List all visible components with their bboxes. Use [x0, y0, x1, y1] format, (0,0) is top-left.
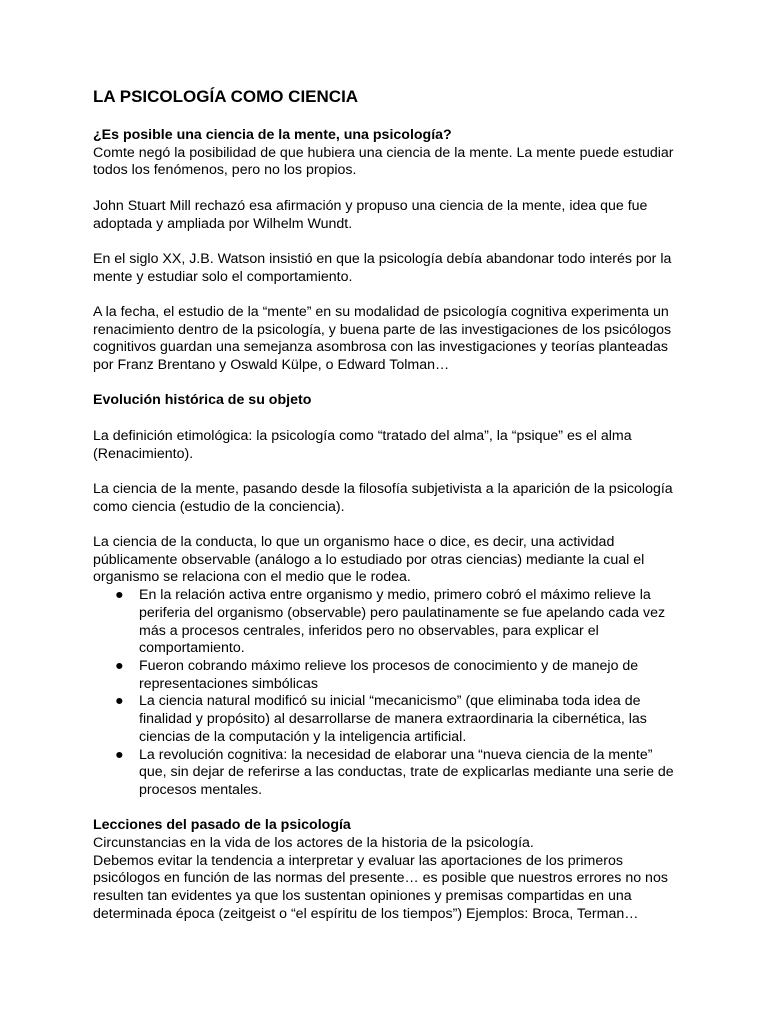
paragraph-gap: [93, 180, 688, 198]
paragraph-gap: [93, 233, 688, 251]
paragraph-gap: [93, 410, 688, 428]
list-item: [115, 746, 688, 800]
paragraph-gap: [93, 463, 688, 481]
paragraph-line: Debemos evitar la tendencia a interpretar y evaluar las aportaciones de los primeros: [93, 852, 623, 869]
paragraph-line: En el siglo XX, J.B. Watson insistió en que la psicología debía abandonar todo interés por la: [93, 250, 672, 267]
list-item-line: La revolución cognitiva: la necesidad de elaborar una “nueva ciencia de la mente”: [139, 746, 653, 763]
paragraph-line: como ciencia (estudio de la conciencia).: [93, 498, 345, 515]
list-item-line: En la relación activa entre organismo y medio, primero cobró el máximo relieve la: [139, 587, 651, 604]
paragraph-line: mente y estudiar solo el comportamiento.: [93, 268, 353, 285]
list-item-line: finalidad y propósito) al desarrollarse de manera extraordinaria la cibernética, las: [139, 711, 647, 728]
paragraph-line: todos los fenómenos, pero no los propios.: [93, 162, 357, 179]
paragraph-line: por Franz Brentano y Oswald Külpe, o Edward Tolman…: [93, 357, 450, 374]
paragraph-line: renacimiento dentro de la psicología, y buena parte de las investigaciones de los psicólogos: [93, 321, 672, 338]
paragraph-line: La definición etimológica: la psicología como “tratado del alma”, la “psique” es el alma: [93, 427, 632, 444]
paragraph-line: A la fecha, el estudio de la “mente” en su modalidad de psicología cognitiva experimenta un: [93, 303, 669, 320]
paragraph-line: La ciencia de la mente, pasando desde la filosofía subjetivista a la aparición de la psicología: [93, 480, 673, 497]
section-gap: [93, 800, 688, 818]
list-item: [115, 657, 688, 693]
bullet-icon: ●: [115, 587, 124, 604]
document-title: LA PSICOLOGÍA COMO CIENCIA: [93, 87, 359, 106]
paragraph-gap: [93, 286, 688, 304]
paragraph-gap: [93, 516, 688, 534]
paragraph-line: públicamente observable (análogo a lo estudiado por otras ciencias) mediante la cual el: [93, 551, 645, 568]
section-question: ¿Es posible una ciencia de la mente, una psicología?: [93, 127, 452, 143]
section-heading: Lecciones del pasado de la psicología: [93, 817, 351, 834]
section-heading: Evolución histórica de su objeto: [93, 392, 312, 409]
list-item-line: comportamiento.: [139, 640, 245, 657]
bullet-icon: ●: [115, 657, 124, 674]
list-item-line: periferia del organismo (observable) pero paulatinamente se fue apelando cada vez: [139, 604, 666, 621]
paragraph-line: La ciencia de la conducta, lo que un organismo hace o dice, es decir, una actividad: [93, 534, 615, 551]
bullet-list: [93, 587, 688, 799]
paragraph-line: cognitivos guardan una semejanza asombrosa con las investigaciones y teorías planteadas: [93, 339, 668, 356]
paragraph-line: organismo se relaciona con el medio que le rodea.: [93, 569, 411, 586]
bullet-icon: ●: [115, 746, 124, 763]
list-item-line: Fueron cobrando máximo relieve los procesos de conocimiento y de manejo de: [139, 657, 639, 674]
paragraph-line: (Renacimiento).: [93, 445, 194, 462]
list-item-line: La ciencia natural modificó su inicial “mecanicismo” (que eliminaba toda idea de: [139, 693, 641, 710]
list-item-line: que, sin dejar de referirse a las conductas, trate de explicarlas mediante una serie de: [139, 764, 674, 781]
list-item-line: ciencias de la computación y la inteligencia artificial.: [139, 728, 467, 745]
paragraph-line: resulten tan evidentes ya que los sustentan opiniones y premisas compartidas en una: [93, 888, 632, 905]
bullet-icon: ●: [115, 693, 124, 710]
list-item: [115, 693, 688, 746]
paragraph-line: John Stuart Mill rechazó esa afirmación y propuso una ciencia de la mente, idea que fue: [93, 197, 648, 214]
list-item-line: procesos mentales.: [139, 781, 263, 798]
section-lecciones: [93, 817, 688, 923]
section-posibilidad: [93, 127, 688, 375]
paragraph-line: adoptada y ampliada por Wilhelm Wundt.: [93, 215, 353, 232]
list-item: [115, 587, 688, 658]
paragraph-line: Circunstancias en la vida de los actores de la historia de la psicología.: [93, 835, 534, 851]
section-gap: [93, 375, 688, 393]
list-item-line: más a procesos centrales, inferidos pero no observables, para explicar el: [139, 622, 599, 639]
paragraph-line: determinada época (zeitgeist o “el espíritu de los tiempos”) Ejemplos: Broca, Terman…: [93, 905, 639, 922]
list-item-line: representaciones simbólicas: [139, 675, 319, 692]
paragraph-line: Comte negó la posibilidad de que hubiera una ciencia de la mente. La mente puede estudiar: [93, 144, 674, 161]
paragraph-line: psicólogos en función de las normas del presente… es posible que nuestros errores no nos: [93, 870, 668, 887]
section-evolucion: [93, 392, 688, 799]
